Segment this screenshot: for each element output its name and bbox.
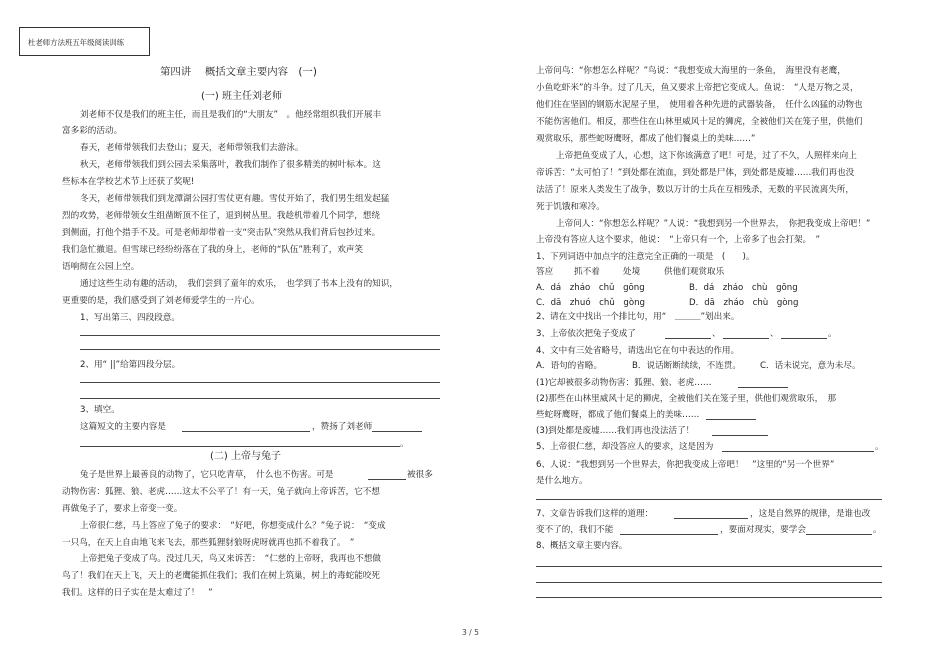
r-para-line: 帝诉苦：“太可怕了！”到处都在流血，到处都是尸体，到处都是废墟……我们再也没 (536, 168, 855, 178)
r-q4-item-3: (3)到处都是废墟……我们再也没法活了！ (536, 426, 695, 436)
fill-blank[interactable] (723, 338, 769, 339)
r-question-7b: 变不了的，我们不能 (536, 525, 614, 535)
s1-para-line: 语响彻在公园上空。 (62, 262, 140, 272)
s1-q3-text-a: 这篇短文的主要内容是 (80, 422, 166, 432)
fill-blank[interactable] (665, 338, 711, 339)
s1-para-line: 烈的攻势，老师带领女生组凿断顶不住了，退到树丛里。我趁机带着几个同学，想绕 (62, 211, 380, 221)
fill-blank[interactable] (372, 431, 422, 432)
s1-para-line: 秋天，老师带领我们到公园去采集落叶，教我们制作了很多精美的树叶标本。这 (80, 160, 381, 170)
word-item: 答应 (536, 267, 554, 277)
s2-para-line: 上帝把兔子变成了鸟。没过几天，鸟又来诉苦： “仁慈的上帝呀，我再也不想做 (80, 554, 381, 564)
r-para-line: 上帝没有答应人这个要求，他说： “上帝只有一个，上帝多了也会打架。 ” (536, 235, 820, 245)
fill-blank[interactable] (706, 419, 756, 420)
r-question-6b: 是什么地方。 (536, 476, 588, 486)
option-a[interactable]: A．语句的省略。 (536, 361, 603, 371)
r-question-2: 2、请在文中找出一个排比句，用“ ＿＿＿”划出来。 (536, 312, 740, 322)
word-item: 处境 (623, 267, 641, 277)
page-number: 3 / 5 (462, 628, 479, 637)
r-para-line: 上帝问人：“你想怎么样呢？”人说：“我想到另一个世界去， 你把我变成上帝吧！” (556, 219, 871, 229)
s1-para-line: 通过这些生动有趣的活动， 我们尝到了童年的欢乐， 也学到了书本上没有的知识， (80, 279, 398, 289)
fill-blank[interactable] (80, 446, 400, 447)
s2-para-line: 一只鸟，在天上自由地飞来飞去，那些狐狸豺狼呀虎呀就再也抓不着我了。 ” (62, 538, 355, 548)
r-q7-text: ，这是自然界的规律，是谁也改 (750, 509, 871, 519)
r-para-line: 上帝问鸟：“你想怎么样呢？”鸟说：“我想变成大海里的一条鱼， 海里没有老鹰， (536, 66, 846, 76)
fill-blank[interactable] (712, 435, 768, 436)
fill-blank[interactable] (806, 534, 872, 535)
option-a[interactable]: A．dá zháo chǔ gōng (536, 283, 645, 293)
s1-para-line: 到侧面，打他个措手不及。可是老师却带着一支“突击队”突然从我们背后包抄过来。 (62, 228, 381, 238)
r-para-line: 他们住在坚固的钢筋水泥屋子里， 使用着各种先进的武器装备， 任什么凶猛的动物也 (536, 100, 863, 110)
answer-line[interactable] (536, 597, 882, 598)
r-para-line: 上帝把鱼变成了人，心想，这下你该满意了吧！可是，过了不久，人照样来向上 (556, 151, 857, 161)
s2-para-line: 再做兔子了，要求上帝变一变。 (62, 504, 183, 514)
r-q5-end: 。 (875, 442, 884, 452)
s1-question-3: 3、填空。 (80, 405, 120, 415)
answer-line[interactable] (536, 582, 882, 583)
answer-line[interactable] (80, 398, 440, 399)
r-q4-item-2b: 些蛇呀鹰呀，都成了他们餐桌上的美味…… (536, 410, 700, 420)
r-q4-item-1: (1)它却被很多动物伤害：狐狸、狼、老虎…… (536, 378, 712, 388)
answer-line[interactable] (536, 566, 882, 567)
s2-para-line: 我们。这样的日子实在是太难过了！ ” (62, 588, 213, 598)
s2-para-line: 兔子是世界上最善良的动物了，它只吃青草， 什么也不伤害。可是 (80, 470, 334, 480)
s1-para-line: 刘老师不仅是我们的班主任，而且是我们的“大朋友” 。他经常组织我们开展丰 (80, 110, 382, 120)
fill-blank[interactable] (781, 338, 827, 339)
r-para-line: 法活了！原来人类发生了战争，数以万计的士兵在互相残杀，无数的平民流离失所， (536, 185, 854, 195)
section1-heading: (一) 班主任刘老师 (201, 91, 282, 102)
s1-para-line: 春天，老师带领我们去登山；夏天，老师带领我们去游泳。 (80, 143, 304, 153)
s2-para-line: 上帝很仁慈，马上答应了兔子的要求： “好吧，你想变成什么？”兔子说： “变成 (80, 521, 386, 531)
s1-para-line: 冬天，老师带领我们到龙潭湖公园打雪仗更有趣。雪仗开始了，我们男生组发起猛 (80, 194, 390, 204)
header-label-box (19, 27, 150, 56)
s2-para-line: 被很多 (407, 470, 433, 480)
r-para-line: 死于饥饿和寒冷。 (536, 202, 605, 212)
s2-para-line: 鸟了！我们在天上飞，天上的老鹰能抓住我们；我们在树上筑巢，树上的毒蛇能咬死 (62, 571, 380, 581)
answer-line[interactable] (80, 349, 440, 350)
fill-blank[interactable] (620, 534, 718, 535)
answer-line[interactable] (80, 382, 440, 383)
r-para-line: 不能伤害他们。相反，那些住在山林里威风十足的狮虎，全被他们关在笼子里，供他们 (536, 117, 863, 127)
fill-blank[interactable] (674, 518, 748, 519)
r-question-5: 5、上帝很仁慈，却没答应人的要求，这是因为 (536, 442, 714, 452)
comma-sep: 、 (712, 329, 721, 339)
option-d[interactable]: D．dā zháo chù gòng (689, 298, 799, 308)
r-question-3: 3、上帝依次把兔子变成了 (536, 329, 636, 339)
r-q4-item-2a: (2)那些在山林里威风十足的狮虎，全被他们关在笼子里，供他们观赏取乐， 那 (536, 394, 837, 404)
fill-blank[interactable] (182, 431, 310, 432)
answer-line[interactable] (80, 335, 440, 336)
word-item: 抓不着 (574, 267, 600, 277)
r-question-8: 8、概括文章主要内容。 (536, 541, 628, 551)
fill-blank[interactable] (722, 451, 874, 452)
s1-q3-text-b: ，赞扬了刘老师 (312, 422, 373, 432)
s1-question-2: 2、用“ ||”给第四段分层。 (80, 360, 181, 370)
r-question-6a: 6、人说：“我想到另一个世界去，你把我变成上帝吧！ ”这里的“另一个世界” (536, 460, 835, 470)
r-question-1: 1、下列词语中加点字的注意完全正确的一项是 ( )。 (536, 252, 755, 262)
s1-question-1: 1、写出第三、四段段意。 (80, 313, 180, 323)
answer-line[interactable] (536, 499, 882, 500)
section2-heading: (二) 上帝与兔子 (210, 451, 281, 462)
s1-para-line: 更重要的是，我们感受到了刘老师爱学生的一片心。 (62, 296, 260, 306)
header-label: 杜老师方法班五年级阅读训练 (28, 38, 125, 47)
word-item: 供他们观赏取乐 (664, 267, 725, 277)
r-q7-text: ，要面对现实，要学会 (720, 525, 806, 535)
option-c[interactable]: C．dā zhuó chǔ gòng (536, 298, 645, 308)
s1-q3-end: 。 (400, 439, 409, 449)
comma-sep: 、 (770, 329, 779, 339)
fill-blank[interactable] (368, 479, 406, 480)
r-q7-end: 。 (873, 525, 882, 535)
fill-blank[interactable] (738, 387, 788, 388)
s1-para-line: 些标本在学校艺术节上还获了奖呢! (62, 177, 195, 187)
page-title: 第四讲 概括文章主要内容 (一) (160, 66, 317, 78)
s1-para-line: 富多彩的活动。 (62, 126, 123, 136)
s2-para-line: 动物伤害：狐狸、狼、老虎……这太不公平了！有一天，兔子就向上帝诉苦，它不想 (62, 487, 380, 497)
option-b[interactable]: B．dá zháo chù gōng (689, 283, 798, 293)
period-sep: 。 (828, 329, 837, 339)
r-para-line: 小鱼吃虾米”的斗争。过了几天，鱼又要求上帝把它变成人。鱼说： “人是万物之灵， (536, 83, 859, 93)
s1-para-line: 我们急忙撤退。但雪球已经纷纷落在了我的身上，老师的“队伍”胜利了，欢声笑 (62, 245, 364, 255)
option-b[interactable]: B．说话断断续续，不连贯。 (632, 361, 742, 371)
r-question-4: 4、文中有三处省略号，请选出它在句中表达的作用。 (536, 346, 740, 356)
option-c[interactable]: C．话未说完，意为未尽。 (760, 361, 861, 371)
r-para-line: 观赏取乐，那些蛇呀鹰呀，都成了他们餐桌上的美味……” (536, 134, 756, 144)
r-question-7a: 7、文章告诉我们这样的道理： (536, 509, 654, 519)
